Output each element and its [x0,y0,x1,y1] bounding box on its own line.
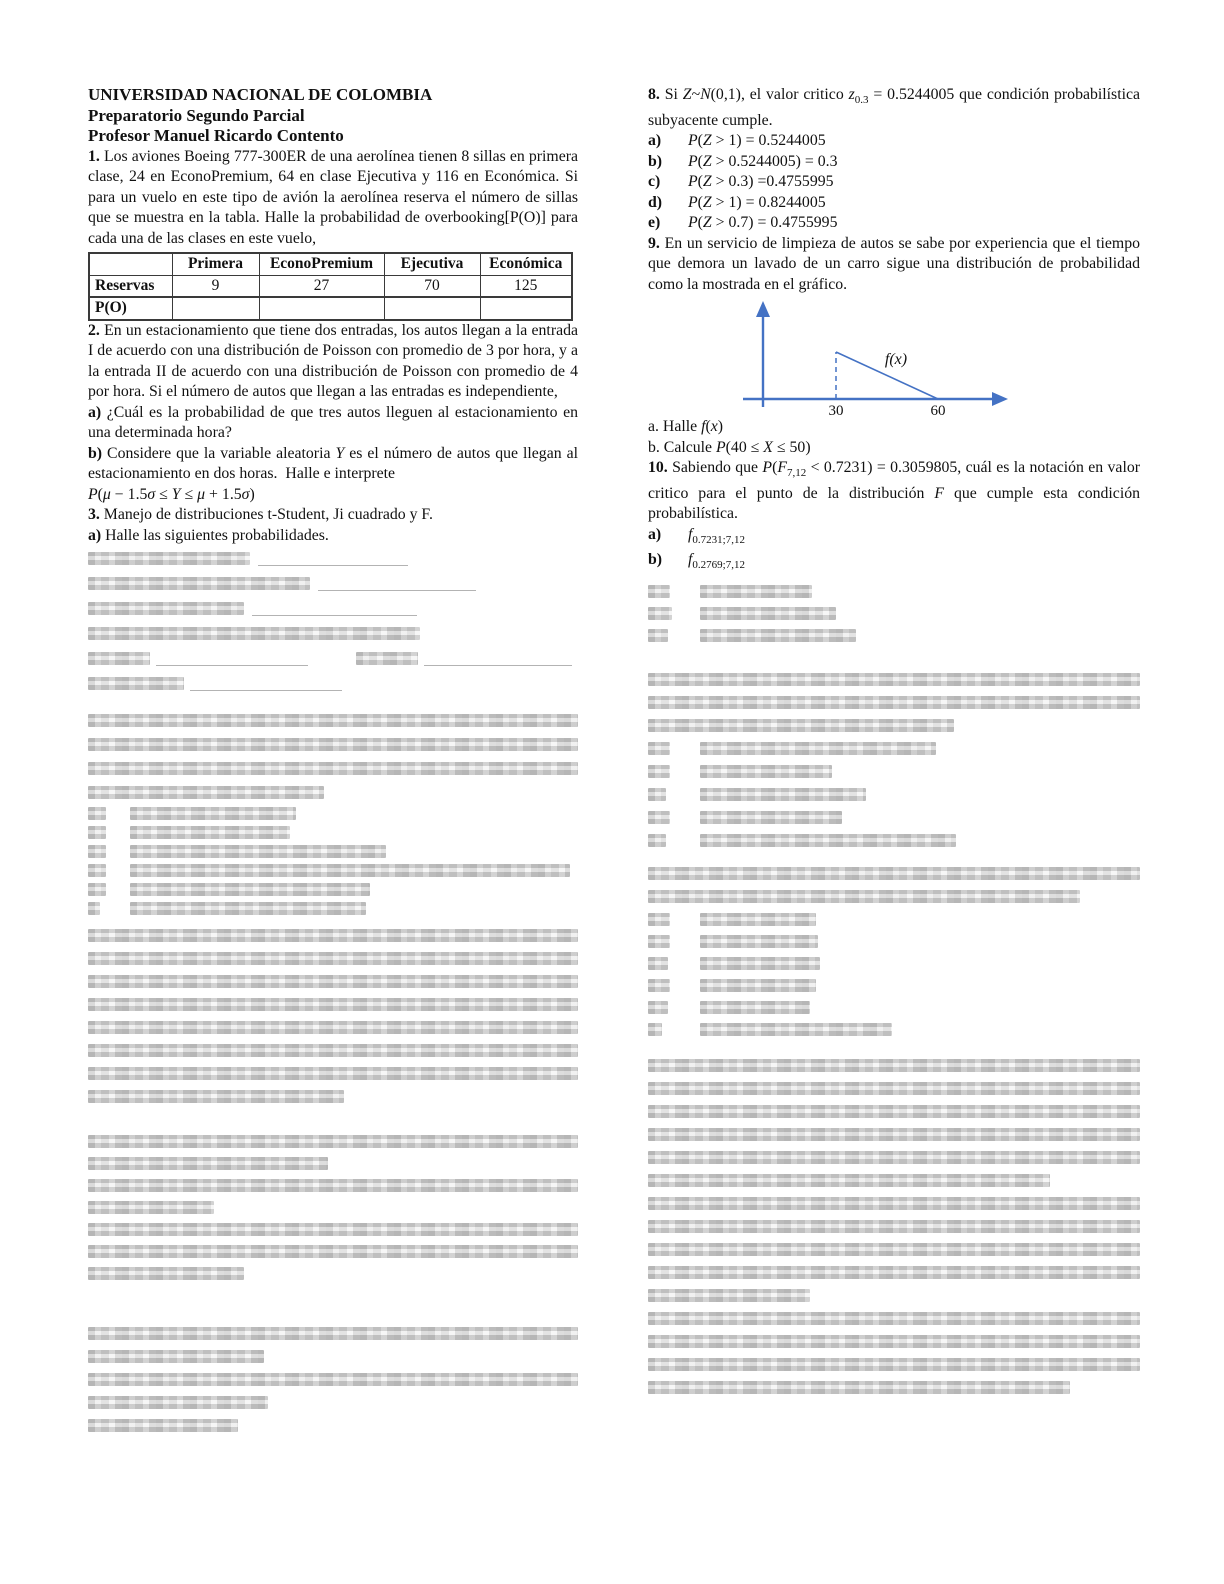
redacted-text [88,1135,578,1148]
redacted-line [88,1240,578,1262]
redacted-text [648,788,666,801]
redacted-line [648,862,1140,885]
distribution-graph [648,299,1140,417]
problem-10-option-a [648,525,1140,551]
redacted-line [648,1123,1140,1146]
answer-blank [190,676,342,691]
redacted-text [700,834,956,847]
redacted-problem-13 [648,1054,1140,1399]
redacted-line [88,1262,578,1284]
redacted-text [648,1289,810,1302]
redacted-line [88,1345,578,1368]
option-marker: b) [648,152,663,170]
option-marker: b) [648,551,663,569]
redacted-line [648,1192,1140,1215]
redacted-text [648,629,668,642]
redacted-text [700,742,936,755]
redacted-line [648,1376,1140,1399]
redacted-text [700,811,842,824]
redacted-text [648,1266,1140,1279]
option-formula: P(Z > 0.7) = 0.4755995 [688,214,838,232]
spacer [668,1007,700,1008]
redacted-text [648,1082,1140,1095]
redacted-line [648,1330,1140,1353]
table-header-primera: Primera [172,253,259,275]
redacted-text [88,1245,578,1258]
redacted-text [88,807,106,820]
row-label-po: P(O) [89,297,172,320]
po-ejecutiva [384,297,480,320]
redacted-text [700,607,836,620]
redacted-line [88,1414,578,1437]
exam-subtitle: Preparatorio Segundo Parcial [88,105,305,125]
spacer [666,794,700,795]
spacer [250,558,258,559]
redacted-text [648,765,670,778]
redacted-text [88,1350,264,1363]
redacted-text [88,1044,578,1057]
redacted-problem-10-options [648,580,1140,646]
redacted-text [648,1358,1140,1371]
spacer [670,591,700,592]
problem-8-text: 8. Si Z~N(0,1), el valor critico $z_{0.3} = 0.5244005$ que condición probabilística subyacente cumple. [648,86,1140,129]
redacted-line [648,1284,1140,1307]
redacted-line [88,596,578,621]
redacted-line [88,861,578,880]
redacted-line [88,621,578,646]
spacer [106,851,130,852]
problem-10-text: 10. Sabiendo que $P(F_{7,12} < 0.7231) = 0.3059805$, cuál es la notación en valor critico para el punto de la distribución F que cumple esta condición probabilística. [648,459,1141,523]
redacted-line [88,546,578,571]
redacted-line [648,1353,1140,1376]
spacer [308,658,356,659]
redacted-line [88,1391,578,1414]
redacted-text [88,1267,244,1280]
redacted-line [648,974,1140,996]
redacted-text [648,1023,662,1036]
redacted-problem-11 [648,668,1140,737]
redacted-line [88,1368,578,1391]
answer-blank [424,651,572,666]
tick-label-60: 60 [930,403,946,418]
redacted-line [648,908,1140,930]
redacted-text [130,864,570,877]
redacted-text [648,1381,1070,1394]
answer-blank [156,651,308,666]
redacted-line [648,885,1140,908]
redacted-text [648,742,670,755]
redacted-line [648,930,1140,952]
redacted-line [648,1146,1140,1169]
problem-10-option-b [648,550,1140,576]
redacted-line [648,996,1140,1018]
table-header-ejecutiva: Ejecutiva [384,253,480,275]
redacted-text [88,762,578,775]
redacted-text [88,1327,578,1340]
redacted-text [88,1419,238,1432]
redacted-text [130,826,290,839]
redacted-line [648,714,1140,737]
table-row-po [89,297,572,320]
redacted-line [88,708,578,732]
redacted-text [88,864,106,877]
redacted-text [648,1128,1140,1141]
redacted-text [648,890,1080,903]
redacted-line [88,1130,578,1152]
redacted-line [648,1077,1140,1100]
redacted-line [648,624,1140,646]
redacted-line [88,780,578,804]
redacted-line [88,756,578,780]
spacer [670,941,700,942]
spacer [666,840,700,841]
spacer [100,908,130,909]
redacted-problem-5 [88,924,578,1108]
answer-blank [258,551,408,566]
redacted-text [88,714,578,727]
university-title: UNIVERSIDAD NACIONAL DE COLOMBIA [88,85,433,104]
redacted-line [88,1085,578,1108]
redacted-text [700,935,818,948]
redacted-problem-12 [648,862,1140,908]
redacted-line [88,899,578,918]
spacer [670,985,700,986]
redacted-line [88,880,578,899]
problem-1-text: 1. Los aviones Boeing 777-300ER de una aerolínea tienen 8 sillas en primera clase, 24 en EconoPremium, 64 en clase Ejecutiva y 116 en Económica. Si para un vuelo en este tipo de avión la aerolínea reserva el número de sillas que se muestra en la tabla. Halle la probabilidad de overbooking[P(O)] para cada una de las clases en este vuelo, [88,147,578,247]
redacted-line [648,668,1140,691]
redacted-text [130,902,366,915]
spacer [106,813,130,814]
po-primera [172,297,259,320]
reservas-ejecutiva: 70 [384,275,480,297]
redacted-text [88,627,420,640]
table-header-economica: Económica [480,253,572,275]
redacted-line [88,732,578,756]
redacted-text [88,552,250,565]
table-row-reservas [89,275,572,297]
po-economica [480,297,572,320]
reservations-table [88,252,573,321]
redacted-text [700,1001,810,1014]
table-corner-cell [89,253,172,275]
redacted-line [648,1100,1140,1123]
redacted-text [648,935,670,948]
problem-9a-text: a. Halle f(x) [648,418,724,436]
tick-label-30: 30 [828,403,844,418]
redacted-line [648,1261,1140,1284]
redacted-problem-3-blanks [88,546,578,696]
redacted-text [648,1105,1140,1118]
spacer [670,771,700,772]
redacted-text [130,845,386,858]
redacted-text [700,765,832,778]
redacted-text [700,913,816,926]
option-formula: $f_{0.7231;7,12}$ [688,525,745,546]
redacted-text [648,585,670,598]
redacted-text [356,652,418,665]
redacted-line [648,806,1140,829]
redacted-text [700,957,820,970]
redacted-text [88,902,100,915]
redacted-text [648,1220,1140,1233]
redacted-text [648,867,1140,880]
problem-8-option-d [648,193,1140,214]
redacted-line [648,1307,1140,1330]
redacted-line [648,737,1140,760]
problem-9b-text: b. Calcule P(40 ≤ X ≤ 50) [648,438,811,456]
problem-8-option-b [648,152,1140,173]
option-marker: d) [648,193,663,211]
redacted-text [130,883,370,896]
problem-8-option-c [648,172,1140,193]
spacer [670,748,700,749]
redacted-text [648,1312,1140,1325]
redacted-text [88,952,578,965]
redacted-text [700,788,866,801]
answer-blank [252,601,417,616]
redacted-text [88,1373,578,1386]
redacted-line [648,829,1140,852]
redacted-text [648,1335,1140,1348]
redacted-problem-11-options [648,737,1140,852]
redacted-text [648,1197,1140,1210]
redacted-text [700,585,812,598]
redacted-text [88,845,106,858]
redacted-text [648,1243,1140,1256]
spacer [668,635,700,636]
redacted-text [88,1201,214,1214]
y-axis-arrow-icon [756,301,770,317]
redacted-text [700,979,816,992]
redacted-line [88,924,578,947]
redacted-line [88,842,578,861]
redacted-line [88,1152,578,1174]
redacted-text [648,979,670,992]
redacted-text [648,1001,668,1014]
redacted-line [648,783,1140,806]
redacted-line [88,993,578,1016]
redacted-text [88,1223,578,1236]
option-formula: P(Z > 1) = 0.8244005 [688,193,826,211]
right-column [648,85,1140,1399]
redacted-line [88,1062,578,1085]
spacer [672,613,700,614]
option-formula: $f_{0.2769;7,12}$ [688,551,745,572]
redacted-text [88,1067,578,1080]
reservas-economica: 125 [480,275,572,297]
redacted-line [648,1215,1140,1238]
redacted-line [88,1196,578,1218]
professor-name: Profesor Manuel Ricardo Contento [88,126,344,145]
redacted-text [648,607,672,620]
spacer [106,832,130,833]
redacted-line [88,646,578,671]
problem-9-text: 9. En un servicio de limpieza de autos se sabe por experiencia que el tiempo que demora un lavado de un carro sigue una distribución de probabilidad como la mostrada en el gráfico. [648,234,1140,293]
redacted-line [648,1018,1140,1040]
redacted-line [88,947,578,970]
redacted-text [88,1396,268,1409]
reservas-econopremium: 27 [259,275,384,297]
row-label-reservas: Reservas [89,275,172,297]
left-column [88,85,578,1437]
redacted-problem-12-options [648,908,1140,1040]
redacted-text [700,1023,892,1036]
redacted-text [648,913,670,926]
redacted-text [88,1021,578,1034]
answer-blank [318,576,476,591]
redacted-text [88,975,578,988]
redacted-problem-7 [88,1322,578,1437]
redacted-text [88,1157,328,1170]
redacted-line [88,1322,578,1345]
spacer [106,870,130,871]
fx-label: f(x) [884,351,908,369]
redacted-text [130,807,296,820]
redacted-line [88,671,578,696]
redacted-text [88,786,324,799]
redacted-line [88,1218,578,1240]
redacted-text [88,1090,344,1103]
redacted-text [648,811,670,824]
redacted-text [88,998,578,1011]
redacted-text [648,1059,1140,1072]
spacer [662,1029,700,1030]
redacted-line [88,1039,578,1062]
redacted-problem-6 [88,1130,578,1284]
redacted-text [648,834,666,847]
spacer [106,889,130,890]
redacted-text [88,652,150,665]
spacer [670,919,700,920]
redacted-line [88,823,578,842]
redacted-line [648,952,1140,974]
redacted-line [88,1174,578,1196]
redacted-text [88,929,578,942]
spacer [310,583,318,584]
spacer [668,963,700,964]
x-axis-arrow-icon [992,392,1008,406]
redacted-text [88,883,106,896]
redacted-problem-4 [88,708,578,804]
redacted-text [648,696,1140,709]
spacer [670,817,700,818]
reservas-primera: 9 [172,275,259,297]
redacted-problem-4-options [88,804,578,918]
problem-3-text: 3. Manejo de distribuciones t-Student, Ji cuadrado y F. a) Halle las siguientes probabilidades. [88,506,433,544]
redacted-line [648,1054,1140,1077]
option-marker: c) [648,173,661,191]
option-marker: a) [648,132,662,150]
problem-8-option-a [648,131,1140,152]
redacted-line [88,571,578,596]
redacted-line [88,804,578,823]
redacted-text [648,673,1140,686]
redacted-text [88,677,184,690]
option-formula: P(Z > 0.3) =0.4755995 [688,173,834,191]
option-formula: P(Z > 0.5244005) = 0.3 [688,152,838,170]
redacted-text [88,577,310,590]
redacted-line [648,602,1140,624]
redacted-line [88,1016,578,1039]
table-header-row [89,253,572,275]
redacted-text [88,738,578,751]
redacted-line [648,691,1140,714]
redacted-text [648,1174,1050,1187]
redacted-line [648,1238,1140,1261]
redacted-text [88,1179,578,1192]
option-marker: e) [648,214,661,232]
problem-8-option-e [648,213,1140,234]
redacted-text [648,957,668,970]
redacted-text [700,629,856,642]
redacted-line [88,970,578,993]
redacted-text [88,602,244,615]
redacted-line [648,580,1140,602]
option-marker: a) [648,525,662,543]
problem-2-text: 2. En un estacionamiento que tiene dos entradas, los autos llegan a la entrada I de acuerdo con una distribución de Poisson con promedio de 3 por hora, y a la entrada II de acuerdo con una distribución de Poisson con promedio de 4 por hora. Si el número de autos que llegan a las entradas es independiente, a) ¿Cuál es la probabilidad de que tres autos lleguen al estacionamiento en una determinada hora? b) Considere que la variable aleatoria Y es el número de autos que llegan al estacionamiento en dos horas. Halle e interprete P(μ − 1.5σ ≤ Y ≤ μ + 1.5σ) [88,321,578,503]
redacted-text [88,826,106,839]
option-formula: P(Z > 1) = 0.5244005 [688,132,826,150]
po-econopremium [259,297,384,320]
spacer [244,608,252,609]
table-header-econopremium: EconoPremium [259,253,384,275]
redacted-line [648,1169,1140,1192]
redacted-text [648,719,954,732]
redacted-text [648,1151,1140,1164]
redacted-line [648,760,1140,783]
